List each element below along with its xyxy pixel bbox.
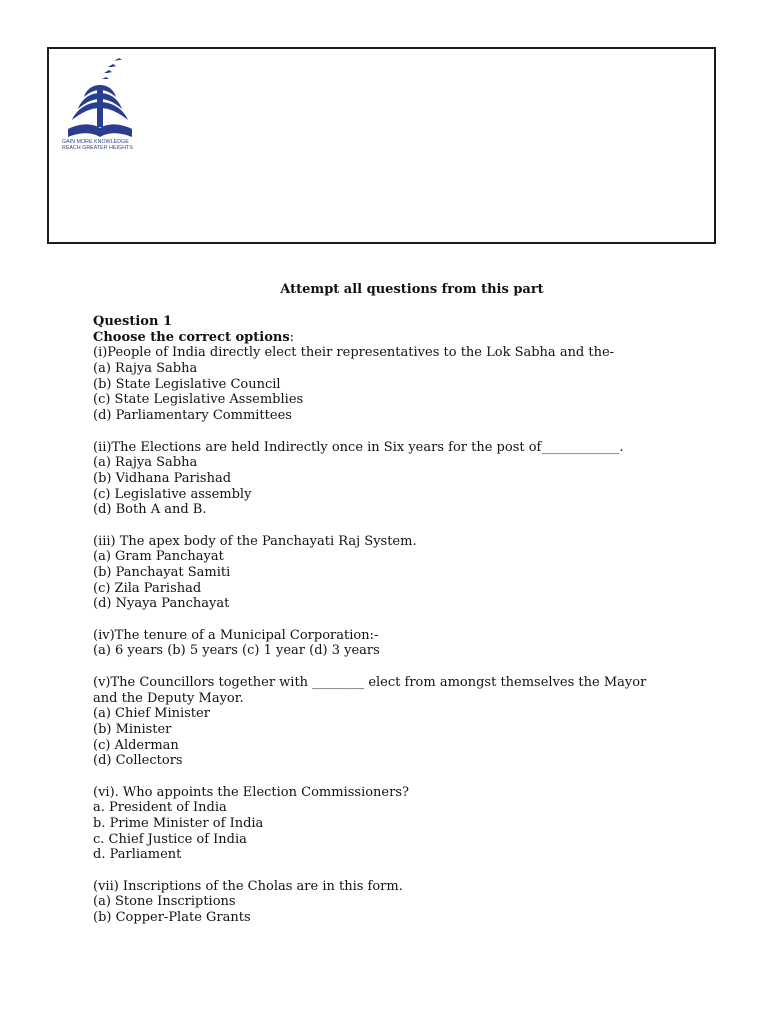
question-text: (iv)The tenure of a Municipal Corporation:-: [93, 627, 379, 643]
instruction-colon: :: [289, 329, 295, 345]
answer-option: (a) Stone Inscriptions: [93, 894, 236, 910]
answer-option: (a) Chief Minister: [93, 706, 210, 722]
answer-option: (b) State Legislative Council: [93, 376, 281, 392]
answer-option: a. President of India: [93, 800, 227, 816]
question-instruction: [93, 330, 693, 346]
question-text: (vi). Who appoints the Election Commissioners?: [93, 784, 409, 800]
sub-question: [93, 345, 693, 423]
question-number: Question 1: [93, 314, 173, 329]
answer-option: (b) Vidhana Parishad: [93, 470, 232, 486]
question-text: (i)People of India directly elect their representatives to the Lok Sabha and the-: [93, 345, 615, 361]
sub-question: [93, 879, 693, 926]
answer-option: (c) Zila Parishad: [93, 580, 202, 596]
header-box: [47, 47, 716, 244]
section-title: Attempt all questions from this part: [280, 282, 544, 297]
sub-question: [93, 440, 693, 518]
answer-option: (c) Legislative assembly: [93, 486, 252, 502]
sub-question: [93, 628, 693, 659]
question-content: [93, 314, 693, 926]
answer-option: (a) Rajya Sabha: [93, 361, 198, 377]
answer-option: (c) State Legislative Assemblies: [93, 392, 304, 408]
answer-option: (b) Panchayat Samiti: [93, 565, 231, 580]
question-text: and the Deputy Mayor.: [93, 690, 244, 706]
answer-option: c. Chief Justice of India: [93, 831, 247, 847]
answer-option: (d) Parliamentary Committees: [93, 408, 292, 424]
question-text: (iii) The apex body of the Panchayati Raj System.: [93, 533, 417, 549]
answer-option: (d) Collectors: [93, 753, 183, 769]
question-items: [93, 345, 693, 925]
tagline-line-2: REACH GREATER HEIGHTS: [62, 145, 133, 152]
question-text: (vii) Inscriptions of the Cholas are in this form.: [93, 878, 403, 894]
logo-tagline: [62, 139, 133, 152]
answer-option: (a) Rajya Sabha: [93, 455, 198, 471]
answer-option: b. Prime Minister of India: [93, 816, 264, 831]
instruction-text: Choose the correct options: [93, 329, 290, 345]
question-text: (v)The Councillors together with ________ elect from amongst themselves the Mayor: [93, 674, 647, 690]
question-text: (ii)The Elections are held Indirectly once in Six years for the post of____________.: [93, 439, 624, 455]
answer-option: (d) Nyaya Panchayat: [93, 596, 230, 612]
tagline-line-1: GAIN MORE KNOWLEDGE: [62, 139, 129, 145]
answer-option: (d) Both A and B.: [93, 502, 207, 518]
answer-option: (a) 6 years (b) 5 years (c) 1 year (d) 3 years: [93, 643, 380, 659]
answer-option: (b) Minister: [93, 721, 172, 737]
answer-option: (a) Gram Panchayat: [93, 549, 224, 565]
answer-option: (b) Copper-Plate Grants: [93, 910, 251, 926]
answer-option: d. Parliament: [93, 847, 182, 863]
sub-question: [93, 675, 693, 769]
answer-option: (c) Alderman: [93, 737, 179, 753]
sub-question: [93, 534, 693, 612]
sub-question: [93, 785, 693, 863]
